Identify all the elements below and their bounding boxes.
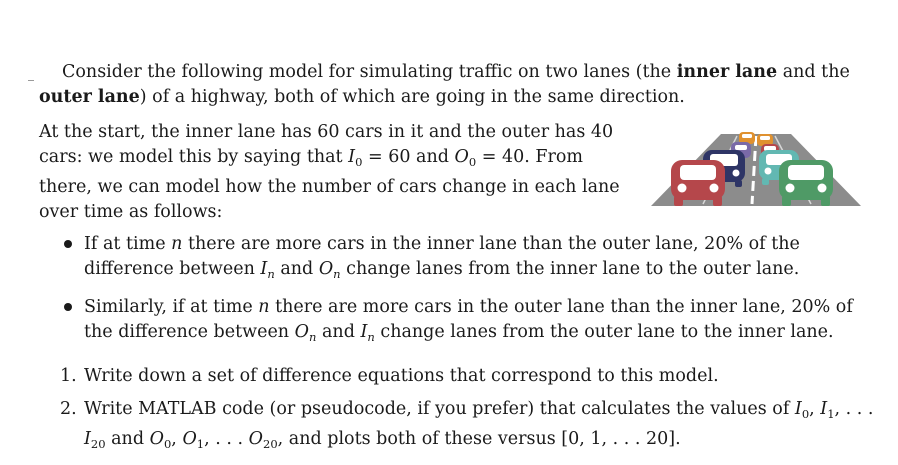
math-subscript: 0 (163, 437, 172, 451)
math-subscript: 20 (263, 437, 278, 451)
inner-lane-term: inner lane (676, 62, 778, 82)
rule-text: change lanes from the outer lane to the inner lane. (374, 322, 834, 342)
task-text: , (809, 399, 821, 419)
intro-text: and the (777, 62, 850, 82)
rule-text: If at time (84, 234, 172, 254)
rule-text: there are more cars in the inner lane than the outer lane, 20% of the difference between (84, 234, 800, 279)
intro-text: Consider the following model for simulating traffic on two lanes (the (62, 62, 677, 82)
math-subscript: 0 (468, 155, 477, 169)
math-subscript: 1 (827, 407, 835, 421)
math-var-O: O (294, 322, 310, 342)
math-subscript: n (333, 267, 341, 281)
math-subscript: 0 (801, 407, 810, 421)
math-subscript: n (309, 330, 317, 344)
rule-text: there are more cars in the outer lane than the inner lane, 20% of the difference between (84, 297, 853, 342)
math-var-O: O (318, 259, 334, 279)
math-var-I: I (360, 322, 368, 342)
math-subscript: n (267, 267, 275, 281)
setup-text: = 60 and (362, 147, 455, 167)
task-text: , and plots both of these versus [0, 1, . . . 20]. (277, 429, 681, 449)
rule-text: and (274, 259, 319, 279)
list-item (60, 364, 880, 389)
rule-text: Similarly, if at time (84, 297, 259, 317)
math-var-I: I (348, 147, 356, 167)
math-subscript: 20 (90, 437, 106, 451)
setup-text: At the start, the inner lane has 60 cars in it and the outer has 40 cars: we model this by saying that (39, 122, 614, 167)
task-text: Write down a set of difference equations that correspond to this model. (84, 366, 719, 386)
task-text: and (105, 429, 150, 449)
math-var-O: O (149, 429, 164, 449)
car-red (671, 160, 725, 206)
outer-lane-term: outer lane (39, 87, 140, 107)
setup-text: = 40. From there, we can model how the number of cars change in each lane over time as follows: (39, 147, 620, 222)
math-subscript: n (367, 330, 375, 344)
math-var-I: I (260, 259, 268, 279)
traffic-cars-illustration (651, 128, 861, 208)
math-var-O: O (248, 429, 263, 449)
math-subscript: 0 (355, 155, 363, 169)
rule-text: and (316, 322, 361, 342)
task-number: 1. (60, 366, 77, 386)
intro-text: ) of a highway, both of which are going in the same direction. (139, 87, 685, 107)
list-item (60, 295, 865, 350)
task-text: , (171, 429, 183, 449)
math-var-n: n (258, 297, 270, 317)
intro-paragraph (39, 60, 863, 110)
task-list (60, 364, 880, 465)
setup-paragraph (39, 120, 634, 225)
rule-list (60, 232, 865, 358)
math-var-I: I (794, 399, 802, 419)
list-item (60, 397, 880, 457)
margin-tick (28, 80, 34, 81)
car-green (779, 160, 833, 206)
math-var-I: I (84, 429, 91, 449)
math-var-O: O (182, 429, 197, 449)
task-text: , . . . (204, 429, 249, 449)
task-number: 2. (60, 399, 77, 419)
math-var-O: O (454, 147, 469, 167)
math-var-n: n (171, 234, 183, 254)
rule-text: change lanes from the inner lane to the outer lane. (340, 259, 800, 279)
task-text: , . . . (834, 399, 874, 419)
math-var-I: I (820, 399, 828, 419)
task-text: Write MATLAB code (or pseudocode, if you prefer) that calculates the values of (84, 399, 795, 419)
list-item (60, 232, 865, 287)
math-subscript: 1 (196, 437, 205, 451)
